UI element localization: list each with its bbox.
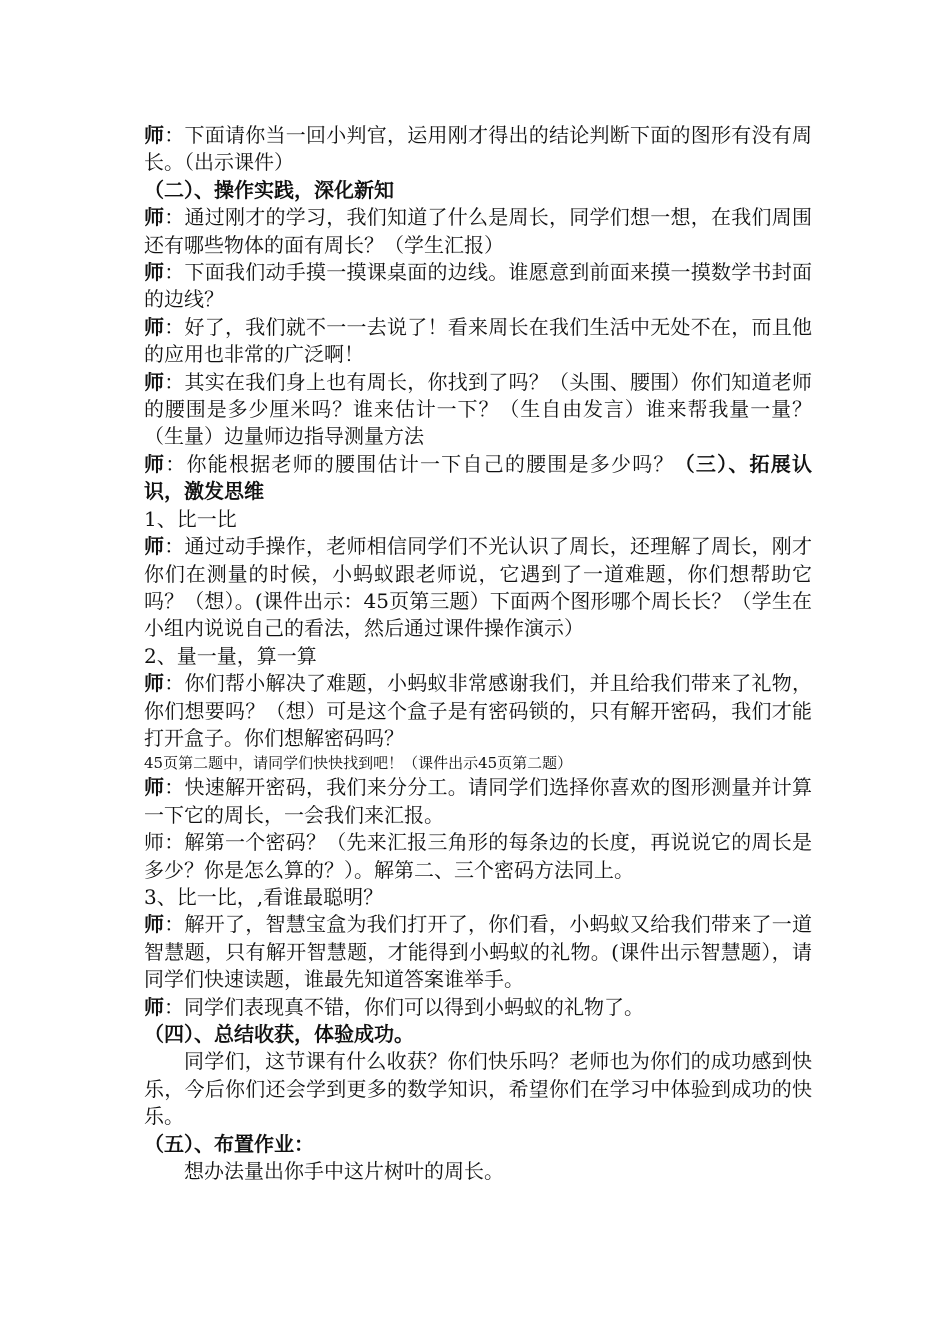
section-heading-3: （三）、拓展认识，激发思维 xyxy=(144,451,813,504)
paragraph-text: ：下面我们动手摸一摸课桌面的边线。谁愿意到前面来摸一摸数学书封面的边线？ xyxy=(144,260,812,312)
paragraph-text: ：其实在我们身上也有周长，你找到了吗？（头围、腰围）你们知道老师的腰围是多少厘米吗？谁来估计一下？（生自由发言）谁来帮我量一量？（生量）边量师边指导测量方法 xyxy=(144,369,812,449)
paragraph-text: ：同学们表现真不错，你们可以得到小蚂蚁的礼物了。 xyxy=(164,994,644,1019)
paragraph-11 xyxy=(144,670,812,752)
paragraph-14: 师：解第一个密码？（先来汇报三角形的每条边的长度，再说说它的周长是多少？你是怎么算的？）。解第二、三个密码方法同上。 xyxy=(144,830,812,882)
paragraph-text: ：通过刚才的学习，我们知道了什么是周长，同学们想一想，在我们周围还有哪些物体的面有周长？（学生汇报） xyxy=(144,205,812,257)
paragraph-4 xyxy=(144,259,812,314)
paragraph-text: ：你能根据老师的腰围估计一下自己的腰围是多少吗？ xyxy=(165,451,675,476)
paragraph-text: ：下面请你当一回小判官，运用刚才得出的结论判断下面的图形有没有周长。（出示课件） xyxy=(144,123,812,175)
speaker-label: 师 xyxy=(144,912,165,937)
speaker-label: 师 xyxy=(144,775,165,800)
lesson-plan-body xyxy=(144,122,812,1185)
paragraph-3 xyxy=(144,204,812,259)
paragraph-text: ：好了，我们就不一一去说了！看来周长在我们生活中无处不在，而且他的应用也非常的广泛啊！ xyxy=(144,314,812,367)
speaker-label: 师 xyxy=(144,205,165,230)
paragraph-1 xyxy=(144,122,812,177)
speaker-label: 师 xyxy=(144,314,165,339)
paragraph-9 xyxy=(144,533,812,643)
paragraph-17 xyxy=(144,994,812,1021)
section-heading-2: （二）、操作实践，深化新知 xyxy=(144,177,394,202)
paragraph-text: ：通过动手操作，老师相信同学们不光认识了周长，还理解了周长，刚才你们在测量的时候，小蚂蚁跟老师说，它遇到了一道难题，你们想帮助它吗？（想）。(课件出示：45页第三题）下面两个图形哪个周长长？（学生在小组内说说自己的看法，然后通过课件操作演示） xyxy=(144,534,812,641)
section-heading-4: （四）、总结收获，体验成功。 xyxy=(144,1022,414,1046)
speaker-label: 师 xyxy=(144,123,165,147)
speaker-label: 师 xyxy=(144,671,165,696)
speaker-label: 师 xyxy=(144,994,164,1019)
speaker-label: 师 xyxy=(144,260,165,285)
paragraph-5 xyxy=(144,314,812,369)
homework-paragraph: 想办法量出你手中这片树叶的周长。 xyxy=(184,1159,504,1184)
paragraph-7 xyxy=(144,451,812,506)
paragraph-text: ：你们帮小解决了难题，小蚂蚁非常感谢我们，并且给我们带来了礼物，你们想要吗？（想）可是这个盒子是有密码锁的，只有解开密码，我们才能打开盒子。你们想解密码吗？ xyxy=(144,671,812,750)
paragraph-text: ：解开了，智慧宝盒为我们打开了，你们看，小蚂蚁又给我们带来了一道智慧题，只有解开智慧题，才能得到小蚂蚁的礼物。(课件出示智慧题），请同学们快速读题，谁最先知道答案谁举手。 xyxy=(144,912,812,992)
section-heading-5: （五）、布置作业： xyxy=(144,1131,314,1156)
paragraph-13 xyxy=(144,774,812,829)
subsection-smartest: 3、比一比，,看谁最聪明？ xyxy=(144,884,384,909)
small-note: 45页第二题中，请同学们快快找到吧！（课件出示45页第二题） xyxy=(144,754,573,773)
paragraph-16 xyxy=(144,911,812,993)
speaker-label: 师 xyxy=(144,451,166,476)
paragraph-text: ：快速解开密码，我们来分分工。请同学们选择你喜欢的图形测量并计算一下它的周长，一会我们来汇报。 xyxy=(144,775,812,827)
summary-paragraph: 同学们，这节课有什么收获？你们快乐吗？老师也为你们的成功感到快乐，今后你们还会学到更多的数学知识，希望你们在学习中体验到成功的快乐。 xyxy=(144,1049,812,1129)
subsection-measure: 2、量一量，算一算 xyxy=(144,643,317,668)
subsection-compare: 1、比一比 xyxy=(144,506,237,531)
speaker-label: 师 xyxy=(144,369,165,394)
speaker-label: 师 xyxy=(144,534,165,559)
paragraph-6 xyxy=(144,369,812,451)
